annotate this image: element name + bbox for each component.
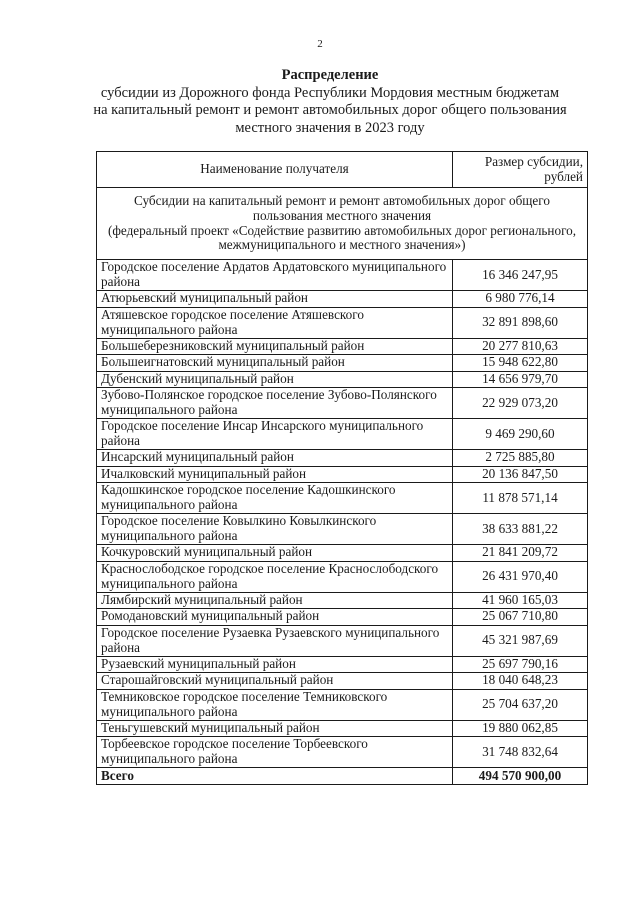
total-amount: 494 570 900,00 xyxy=(453,768,588,785)
table-row xyxy=(97,371,588,388)
table-row xyxy=(97,656,588,673)
table-row xyxy=(97,450,588,467)
table-row xyxy=(97,388,588,419)
subsidy-amount: 41 960 165,03 xyxy=(453,592,588,609)
subsidy-amount: 20 277 810,63 xyxy=(453,338,588,355)
table-row xyxy=(97,561,588,592)
recipient-name: Городское поселение Ковылкино Ковылкинского муниципального района xyxy=(97,514,453,545)
table-row xyxy=(97,355,588,372)
subsidy-amount: 38 633 881,22 xyxy=(453,514,588,545)
recipient-name: Краснослободское городское поселение Краснослободского муниципального района xyxy=(97,561,453,592)
subsidy-amount: 14 656 979,70 xyxy=(453,371,588,388)
table-row xyxy=(97,466,588,483)
recipient-name: Рузаевский муниципальный район xyxy=(97,656,453,673)
table-row xyxy=(97,291,588,308)
subsidy-amount: 25 697 790,16 xyxy=(453,656,588,673)
section-project: (федеральный проект «Содействие развитию автомобильных дорог регионального, межмуниципального и местного значения») xyxy=(107,222,577,253)
recipient-name: Атяшевское городское поселение Атяшевского муниципального района xyxy=(97,307,453,338)
table-row xyxy=(97,737,588,768)
recipient-name: Инсарский муниципальный район xyxy=(97,450,453,467)
section-cell xyxy=(97,188,588,260)
recipient-name: Торбеевское городское поселение Торбеевского муниципального района xyxy=(97,737,453,768)
subsidy-amount: 20 136 847,50 xyxy=(453,466,588,483)
recipient-name: Лямбирский муниципальный район xyxy=(97,592,453,609)
table-row xyxy=(97,307,588,338)
table-row xyxy=(97,673,588,690)
table-row xyxy=(97,419,588,450)
total-row xyxy=(97,768,588,785)
subsidy-amount: 11 878 571,14 xyxy=(453,483,588,514)
table-row xyxy=(97,625,588,656)
section-row xyxy=(97,188,588,260)
recipient-name: Городское поселение Рузаевка Рузаевского муниципального района xyxy=(97,625,453,656)
table-row xyxy=(97,545,588,562)
header-recipient-name: Наименование получателя xyxy=(97,152,453,188)
subsidy-amount: 22 929 073,20 xyxy=(453,388,588,419)
table-row xyxy=(97,483,588,514)
document-subtitle-line-1: субсидии из Дорожного фонда Республики Мордовия местным бюджетам xyxy=(100,84,560,101)
subsidy-amount: 6 980 776,14 xyxy=(453,291,588,308)
recipient-name: Городское поселение Ардатов Ардатовского муниципального района xyxy=(97,260,453,291)
subsidy-amount: 15 948 622,80 xyxy=(453,355,588,372)
total-label: Всего xyxy=(97,768,453,785)
table-row xyxy=(97,720,588,737)
table-header-row xyxy=(97,152,588,188)
recipient-name: Зубово-Полянское городское поселение Зубово-Полянского муниципального района xyxy=(97,388,453,419)
recipient-name: Дубенский муниципальный район xyxy=(97,371,453,388)
subsidy-amount: 2 725 885,80 xyxy=(453,450,588,467)
recipient-name: Теньгушевский муниципальный район xyxy=(97,720,453,737)
subsidy-amount: 26 431 970,40 xyxy=(453,561,588,592)
subsidy-amount: 16 346 247,95 xyxy=(453,260,588,291)
recipient-name: Кочкуровский муниципальный район xyxy=(97,545,453,562)
table-row xyxy=(97,592,588,609)
document-title: Распределение xyxy=(281,67,379,83)
recipient-name: Старошайговский муниципальный район xyxy=(97,673,453,690)
table-row xyxy=(97,260,588,291)
section-title: Субсидии на капитальный ремонт и ремонт автомобильных дорог общего пользования местного значения xyxy=(134,193,550,223)
recipient-name: Ромодановский муниципальный район xyxy=(97,609,453,626)
table-row xyxy=(97,338,588,355)
subsidy-amount: 31 748 832,64 xyxy=(453,737,588,768)
subsidy-amount: 18 040 648,23 xyxy=(453,673,588,690)
subsidy-amount: 21 841 209,72 xyxy=(453,545,588,562)
recipient-name: Большеберезниковский муниципальный район xyxy=(97,338,453,355)
subsidy-amount: 9 469 290,60 xyxy=(453,419,588,450)
recipient-name: Атюрьевский муниципальный район xyxy=(97,291,453,308)
header-subsidy-amount: Размер субсидии, рублей xyxy=(453,152,588,188)
recipient-name: Городское поселение Инсар Инсарского муниципального района xyxy=(97,419,453,450)
document-heading xyxy=(60,67,600,137)
recipient-name: Ичалковский муниципальный район xyxy=(97,466,453,483)
subsidy-amount: 25 067 710,80 xyxy=(453,609,588,626)
subsidy-amount: 19 880 062,85 xyxy=(453,720,588,737)
subsidy-amount: 25 704 637,20 xyxy=(453,689,588,720)
subsidy-table xyxy=(96,151,588,785)
document-subtitle-line-3: местного значения в 2023 году xyxy=(235,119,425,136)
document-subtitle-line-2: на капитальный ремонт и ремонт автомобильных дорог общего пользования xyxy=(93,102,567,118)
table-row xyxy=(97,609,588,626)
table-row xyxy=(97,689,588,720)
page-number: 2 xyxy=(317,38,323,50)
subsidy-amount: 32 891 898,60 xyxy=(453,307,588,338)
recipient-name: Большеигнатовский муниципальный район xyxy=(97,355,453,372)
recipient-name: Темниковское городское поселение Темниковского муниципального района xyxy=(97,689,453,720)
recipient-name: Кадошкинское городское поселение Кадошкинского муниципального района xyxy=(97,483,453,514)
table-row xyxy=(97,514,588,545)
subsidy-amount: 45 321 987,69 xyxy=(453,625,588,656)
